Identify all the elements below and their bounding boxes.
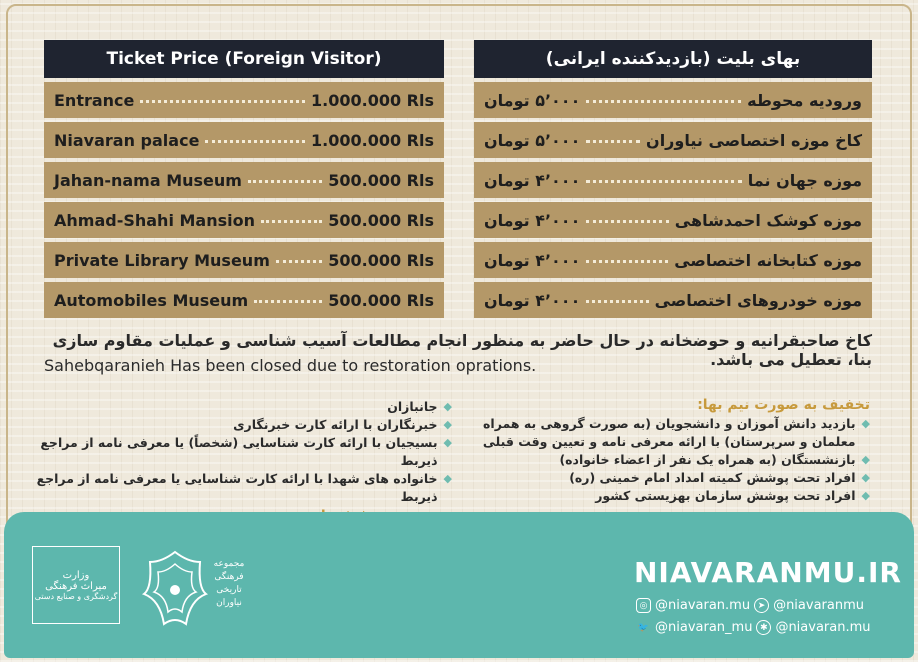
discount-item-text: خبرنگاران با ارائه کارت خبرنگاری [233, 417, 438, 432]
iranian-attraction-name: کاخ موزه اختصاصی نیاوران [646, 130, 862, 150]
half-price-heading: تخفیف به صورت نیم بها: [697, 397, 870, 413]
discount-item [450, 415, 870, 451]
iranian-attraction-name: ورودیه محوطه [747, 90, 862, 110]
dotted-leader [248, 180, 322, 183]
ministry-logo-line-1: وزارت [62, 569, 90, 581]
foreign-attraction-price: 500.000 Rls [328, 210, 434, 230]
museum-emblem-icon [140, 548, 210, 628]
bullet-icon: ◆ [861, 453, 870, 466]
foreign-attraction-name: Private Library Museum [54, 250, 270, 270]
iranian-attraction-price: ۵٬۰۰۰ تومان [484, 130, 581, 150]
aparat-handle[interactable]: @niavaran.mu [775, 620, 871, 635]
foreign-attraction-name: Automobiles Museum [54, 290, 249, 310]
closure-notice-fa: کاخ صاحبقرانیه و حوضخانه در حال حاضر به منظور انجام مطالعات آسیب شناسی و عملیات مقاوم سازی بنا، تعطیل می باشد. [52, 331, 872, 369]
telegram-handle[interactable]: @niavaranmu [773, 598, 864, 613]
iranian-price-panel [474, 40, 872, 322]
discount-item-text: افراد تحت پوشش کمیته امداد امام خمینی (ره) [569, 470, 856, 485]
bullet-icon: ◆ [443, 418, 452, 431]
discount-item [32, 434, 452, 470]
discount-item [32, 416, 452, 434]
discount-item-text: بازنشستگان (به همراه یک نفر از اعضاء خانواده) [559, 452, 856, 467]
discount-item [32, 470, 452, 506]
iranian-price-row [474, 82, 872, 118]
foreign-attraction-price: 1.000.000 Rls [311, 130, 434, 150]
aparat-icon: ✱ [756, 620, 771, 635]
dotted-leader [205, 140, 305, 143]
bullet-icon: ◆ [861, 471, 870, 484]
foreign-price-row [44, 242, 444, 278]
foreign-price-row [44, 122, 444, 158]
dotted-leader [586, 100, 741, 103]
telegram-icon: ➤ [754, 598, 769, 613]
bullet-icon: ◆ [861, 489, 870, 502]
iranian-attraction-price: ۴٬۰۰۰ تومان [484, 290, 581, 310]
instagram-handle[interactable]: @niavaran.mu [655, 598, 751, 613]
discount-item [450, 469, 870, 487]
discount-item-text: بسیجیان با ارائه کارت شناسایی (شخصاً) یا معرفی نامه از مراجع ذیربط [40, 435, 438, 468]
foreign-price-row [44, 82, 444, 118]
foreign-attraction-name: Jahan-nama Museum [54, 170, 242, 190]
iranian-price-row [474, 282, 872, 318]
discount-item-text: جانبازان [387, 399, 438, 414]
iranian-attraction-name: موزه کتابخانه اختصاصی [674, 250, 862, 270]
ministry-logo-line-2: میراث فرهنگی [45, 580, 107, 592]
dotted-leader [586, 300, 648, 303]
iranian-price-row [474, 162, 872, 198]
iranian-attraction-name: موزه جهان نما [747, 170, 862, 190]
iranian-price-row [474, 122, 872, 158]
iranian-attraction-price: ۴٬۰۰۰ تومان [484, 170, 581, 190]
museum-logo-text: مجموعه فرهنگی تاریخی نیاوران [213, 559, 245, 608]
social-row-1 [636, 598, 864, 613]
iranian-attraction-price: ۵٬۰۰۰ تومان [484, 90, 581, 110]
dotted-leader [586, 140, 640, 143]
social-row-2 [636, 620, 871, 635]
ministry-logo [32, 546, 120, 624]
foreign-price-panel [44, 40, 444, 322]
foreign-price-row [44, 202, 444, 238]
foreign-attraction-price: 1.000.000 Rls [311, 90, 434, 110]
bullet-icon: ◆ [861, 417, 870, 430]
discount-item [450, 451, 870, 469]
discount-item-text: افراد تحت پوشش سازمان بهزیستی کشور [595, 488, 856, 503]
closure-notice-en: Sahebqaranieh Has been closed due to restoration oprations. [44, 356, 537, 375]
foreign-price-title: Ticket Price (Foreign Visitor) [44, 40, 444, 78]
foreign-price-row [44, 162, 444, 198]
foreign-attraction-price: 500.000 Rls [328, 290, 434, 310]
iranian-attraction-name: موزه کوشک احمدشاهی [674, 210, 862, 230]
bullet-icon: ◆ [443, 436, 452, 449]
half-price-discount-list [450, 395, 870, 505]
dotted-leader [261, 220, 322, 223]
foreign-price-row [44, 282, 444, 318]
dotted-leader [586, 220, 668, 223]
ministry-logo-line-3: گردشگری و صنایع دستی [34, 591, 118, 601]
website-url[interactable]: NIAVARANMU.IR [634, 556, 902, 589]
iranian-price-title: بهای بلیت (بازدیدکننده ایرانی) [474, 40, 872, 78]
bullet-icon: ◆ [443, 472, 452, 485]
iranian-attraction-price: ۴٬۰۰۰ تومان [484, 210, 581, 230]
foreign-attraction-name: Niavaran palace [54, 130, 200, 150]
dotted-leader [140, 100, 305, 103]
iranian-attraction-price: ۴٬۰۰۰ تومان [484, 250, 581, 270]
discount-item [450, 487, 870, 505]
foreign-attraction-name: Entrance [54, 90, 135, 110]
discount-item-text: بازدید دانش آموزان و دانشجویان (به صورت گروهی به همراه معلمان و سرپرستان) با ارائه معرفی نامه و تعیین وقت قبلی [482, 416, 856, 449]
dotted-leader [586, 260, 668, 263]
dotted-leader [586, 180, 741, 183]
iranian-price-row [474, 242, 872, 278]
twitter-icon: 🐦 [637, 622, 650, 633]
discount-item [32, 398, 452, 416]
iranian-price-row [474, 202, 872, 238]
twitter-handle[interactable]: @niavaran_mu [655, 620, 753, 635]
iranian-attraction-name: موزه خودروهای اختصاصی [654, 290, 862, 310]
discount-item-text: خانواده های شهدا با ارائه کارت شناسایی یا معرفی نامه از مراجع ذیربط [36, 471, 438, 504]
foreign-attraction-price: 500.000 Rls [328, 170, 434, 190]
foreign-attraction-name: Ahmad-Shahi Mansion [54, 210, 255, 230]
foreign-attraction-price: 500.000 Rls [328, 250, 434, 270]
dotted-leader [254, 300, 322, 303]
instagram-icon: ◎ [636, 598, 651, 613]
bullet-icon: ◆ [443, 400, 452, 413]
dotted-leader [276, 260, 322, 263]
museum-logo [140, 548, 252, 628]
